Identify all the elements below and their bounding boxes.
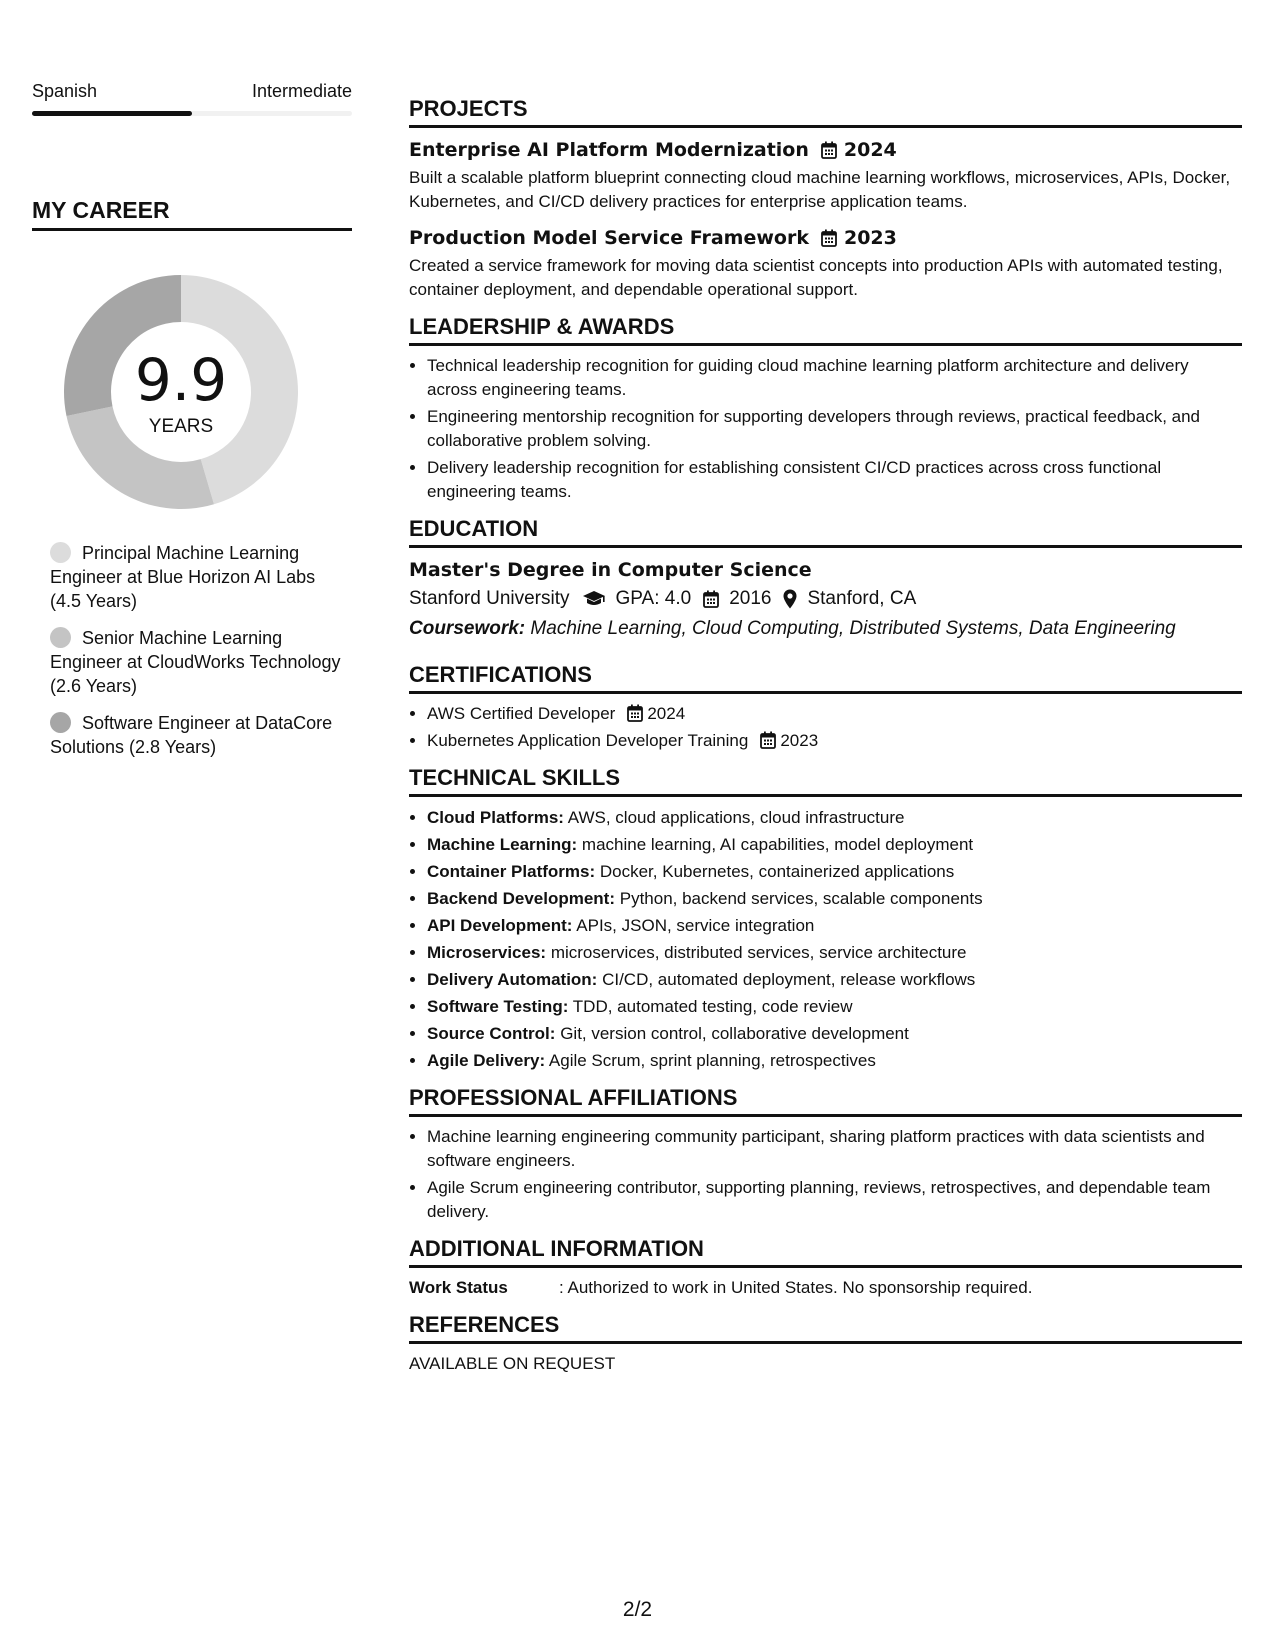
language-proficiency-fill: [32, 111, 192, 116]
legend-item: [50, 626, 350, 698]
legend-label: Senior Machine Learning Engineer at CloudWorks Technology (2.6 Years): [50, 628, 341, 696]
skills-section: [409, 765, 1242, 1073]
education-location: Stanford, CA: [807, 588, 917, 609]
career-donut-chart: [56, 267, 306, 517]
donut-center: [56, 267, 306, 517]
skill-values: TDD, automated testing, code review: [572, 997, 853, 1016]
calendar-icon: [627, 704, 643, 722]
leadership-heading: LEADERSHIP & AWARDS: [409, 314, 1242, 346]
legend-item: [50, 711, 350, 759]
career-legend: [50, 541, 350, 759]
project-year: 2023: [843, 227, 897, 249]
leadership-item: • Engineering mentorship recognition for supporting developers through reviews, practical feedback, and collaborative problem solving.: [427, 405, 1242, 453]
certifications-list: [409, 702, 1242, 753]
language-name: Spanish: [32, 81, 98, 101]
legend-dot: [50, 627, 71, 648]
career-years-unit: YEARS: [148, 416, 214, 437]
language-row: [32, 80, 352, 102]
left-column: [32, 80, 352, 772]
skill-item: [427, 913, 1242, 938]
calendar-icon: [821, 229, 837, 247]
affiliation-item: • Agile Scrum engineering contributor, supporting planning, reviews, retrospectives, and dependable team delivery.: [427, 1176, 1242, 1224]
coursework-value: Machine Learning, Cloud Computing, Distributed Systems, Data Engineering: [530, 618, 1176, 639]
leadership-item: • Delivery leadership recognition for establishing consistent CI/CD practices across cross functional engineering teams.: [427, 456, 1242, 504]
language-level: Intermediate: [251, 81, 352, 101]
education-school: Stanford University: [409, 588, 570, 609]
certification-name: Kubernetes Application Developer Training: [427, 731, 749, 750]
project-name: Production Model Service Framework: [409, 227, 809, 249]
leadership-item: • Technical leadership recognition for guiding cloud machine learning platform architecture and delivery across engineering teams.: [427, 354, 1242, 402]
skill-item: [427, 886, 1242, 911]
references-heading: REFERENCES: [409, 1312, 1242, 1344]
certifications-heading: CERTIFICATIONS: [409, 662, 1242, 694]
map-pin-icon: [783, 589, 797, 609]
education-gpa: GPA: 4.0: [615, 588, 692, 609]
education-heading: EDUCATION: [409, 516, 1242, 548]
certification-year: 2023: [780, 731, 819, 750]
additional-heading: ADDITIONAL INFORMATION: [409, 1236, 1242, 1268]
project-description: Created a service framework for moving data scientist concepts into production APIs with automated testing, container deployment, and dependable operational support.: [409, 256, 1223, 299]
skill-values: Git, version control, collaborative development: [560, 1024, 909, 1043]
education-coursework: [409, 614, 1242, 644]
work-status-value: : Authorized to work in United States. No sponsorship required.: [559, 1278, 1033, 1297]
project-description: Built a scalable platform blueprint connecting cloud machine learning workflows, microservices, APIs, Docker, Kubernetes, and CI/CD delivery practices for enterprise application teams.: [409, 168, 1231, 211]
skill-item: [427, 805, 1242, 830]
project-title-row: [409, 224, 1242, 252]
career-total-years: 9.9: [134, 346, 228, 414]
calendar-icon: [821, 141, 837, 159]
skill-values: machine learning, AI capabilities, model deployment: [581, 835, 974, 854]
legend-label: Software Engineer at DataCore Solutions (2.8 Years): [50, 713, 333, 757]
career-heading: MY CAREER: [32, 196, 352, 231]
skill-category: Delivery Automation:: [427, 970, 598, 989]
project-title-row: [409, 136, 1242, 164]
education-section: [409, 516, 1242, 644]
skill-item: [427, 832, 1242, 857]
skill-item: [427, 967, 1242, 992]
certification-year: 2024: [647, 704, 686, 723]
graduation-cap-icon: [582, 590, 606, 608]
calendar-icon: [703, 590, 719, 608]
legend-label: Principal Machine Learning Engineer at Blue Horizon AI Labs (4.5 Years): [50, 543, 316, 611]
skill-values: Python, backend services, scalable components: [619, 889, 983, 908]
references-text: AVAILABLE ON REQUEST: [409, 1354, 616, 1373]
language-proficiency-bar: [32, 111, 352, 116]
skill-item: [427, 994, 1242, 1019]
projects-section: [409, 96, 1242, 302]
skill-category: Software Testing:: [427, 997, 569, 1016]
certification-item: [427, 729, 1242, 753]
skill-category: API Development:: [427, 916, 573, 935]
projects-list: [409, 136, 1242, 302]
skills-heading: TECHNICAL SKILLS: [409, 765, 1242, 797]
additional-section: [409, 1236, 1242, 1300]
certification-item: [427, 702, 1242, 726]
references-section: [409, 1312, 1242, 1376]
right-column: [409, 96, 1242, 1388]
affiliations-section: [409, 1085, 1242, 1224]
skill-category: Machine Learning:: [427, 835, 578, 854]
skill-category: Microservices:: [427, 943, 547, 962]
skill-item: [427, 1048, 1242, 1073]
project-year: 2024: [843, 139, 897, 161]
certifications-section: [409, 662, 1242, 753]
skill-category: Agile Delivery:: [427, 1051, 546, 1070]
skill-values: AWS, cloud applications, cloud infrastructure: [567, 808, 905, 827]
skill-category: Container Platforms:: [427, 862, 596, 881]
skill-values: Docker, Kubernetes, containerized applications: [599, 862, 955, 881]
education-degree: Master's Degree in Computer Science: [409, 559, 812, 581]
certification-name: AWS Certified Developer: [427, 704, 616, 723]
skill-category: Backend Development:: [427, 889, 615, 908]
legend-item: [50, 541, 350, 613]
legend-dot: [50, 542, 71, 563]
projects-heading: PROJECTS: [409, 96, 1242, 128]
skill-item: [427, 1021, 1242, 1046]
affiliations-heading: PROFESSIONAL AFFILIATIONS: [409, 1085, 1242, 1117]
skill-values: microservices, distributed services, service architecture: [550, 943, 967, 962]
leadership-section: [409, 314, 1242, 504]
skills-list: [409, 805, 1242, 1073]
legend-dot: [50, 712, 71, 733]
skill-values: CI/CD, automated deployment, release workflows: [602, 970, 976, 989]
affiliations-list: [409, 1125, 1242, 1224]
page-number: 2/2: [622, 1598, 653, 1621]
work-status-row: [409, 1276, 1242, 1300]
skill-category: Cloud Platforms:: [427, 808, 564, 827]
calendar-icon: [760, 731, 776, 749]
leadership-list: [409, 354, 1242, 504]
affiliation-item: • Machine learning engineering community participant, sharing platform practices with data scientists and software engineers.: [427, 1125, 1242, 1173]
skill-values: APIs, JSON, service integration: [576, 916, 815, 935]
skill-item: [427, 859, 1242, 884]
education-year: 2016: [729, 588, 772, 609]
project-name: Enterprise AI Platform Modernization: [409, 139, 809, 161]
skill-values: Agile Scrum, sprint planning, retrospectives: [548, 1051, 876, 1070]
coursework-label: Coursework:: [409, 618, 526, 639]
work-status-label: Work Status: [409, 1278, 508, 1297]
skill-item: [427, 940, 1242, 965]
education-meta: [409, 584, 1242, 614]
skill-category: Source Control:: [427, 1024, 556, 1043]
